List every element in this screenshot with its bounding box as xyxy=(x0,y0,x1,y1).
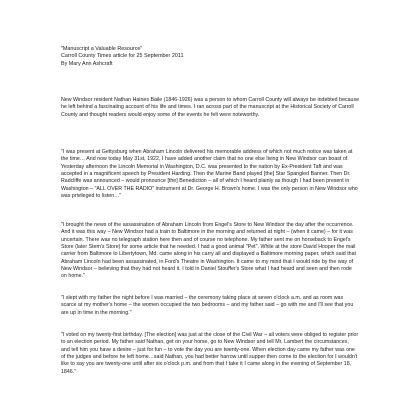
paragraph-intro: New Windsor resident Nathan Haines Baile (1846-1926) was a person to whom Carroll County will always be indebted because he left behind a fascinating account of his life and times. I ran across part of the manuscript at the Historical Society of Carroll County and thought readers would enjoy some of the events he felt were noteworthy. xyxy=(61,97,359,118)
byline: By Mary Ann Ashcraft xyxy=(61,60,113,67)
paragraph-wedding: "I slept with my father the night before I was married – the ceremony taking place at seven o'clock a.m. and as room was scarce at my mother's home – the women occupied the two bedrooms – and my father said – go with me and I'll see that you are up in time in the morning." xyxy=(61,295,354,316)
paragraph-gettysburg-radio: "I was present at Gettysburg when Abraham Lincoln delivered his memorable address of which not much notice was taken at the time… And now today May 31st, 1922, I have added another claim that no one else living in New Windsor can boast of. Yesterday afternoon the Lincoln Memorial in Washington, D.C. was presented to the nation by Ex-President Taft and was accepted in a magnificent speech by President Harding. Then the Marine Band played [the] Star Spangled Banner. Then Dr. Radcliffe was announced – would pronounce [the] Benediction – all of which I heard plainly as though I had been present in Washington – "ALL OVER THE RADIO" instrument at Dr. George H. Brown's home. I was the only person in New Windsor who was privileged to listen…" xyxy=(61,149,358,200)
paragraph-lincoln-assassination: "I brought the news of the assassination of Abraham Lincoln from Engel's Store to New Windsor the day after the occurrence. And it was this way – New Windsor had a train to Baltimore in the morning and returned at night – (when it came) – for it was uncertain. There was no telegraph station here then and of course no telephone. My father sent me on horseback to Engel's Store (later Stem's Store) for some article that he needed. I had a good animal "Pet". While at the store David Hooper the mail carrier from Baltimore to Libertytown, Md. came along in his carry all and displayed a Baltimore morning paper, which said that Abraham Lincoln had been assassinated, in Ford's Theatre in Washington. It came to my mind that I would ride by the way of New Windsor – believing that they had not heard it. I told in Daniel Stouffer's Store what I had heard and seen and then rode on home." xyxy=(61,222,356,280)
publication-line: Carroll County Times article for 25 September 2011 xyxy=(61,53,184,60)
paragraph-voting: "I voted on my twenty-first birthday. [The election] was just at the close of the Civil War – all voters were obliged to register prior to an election period. My father said Nathan, get on your horse, go to New Windsor and tell Mr. Lambert the circumstances, and tell him you have a desire – just for fun – to vote the day you are twenty-one. When election day came my father was one of the judges and before he left home…said Nathan, you had better harrow until supper then come to the election for I wouldn't like to say you are twenty-one until after six o'clock p.m. and from that I take it I came along in the evening of September 18, 1846." xyxy=(61,332,359,375)
article-title: "Manuscript a Valuable Resource" xyxy=(61,46,143,52)
article-header xyxy=(61,46,361,68)
